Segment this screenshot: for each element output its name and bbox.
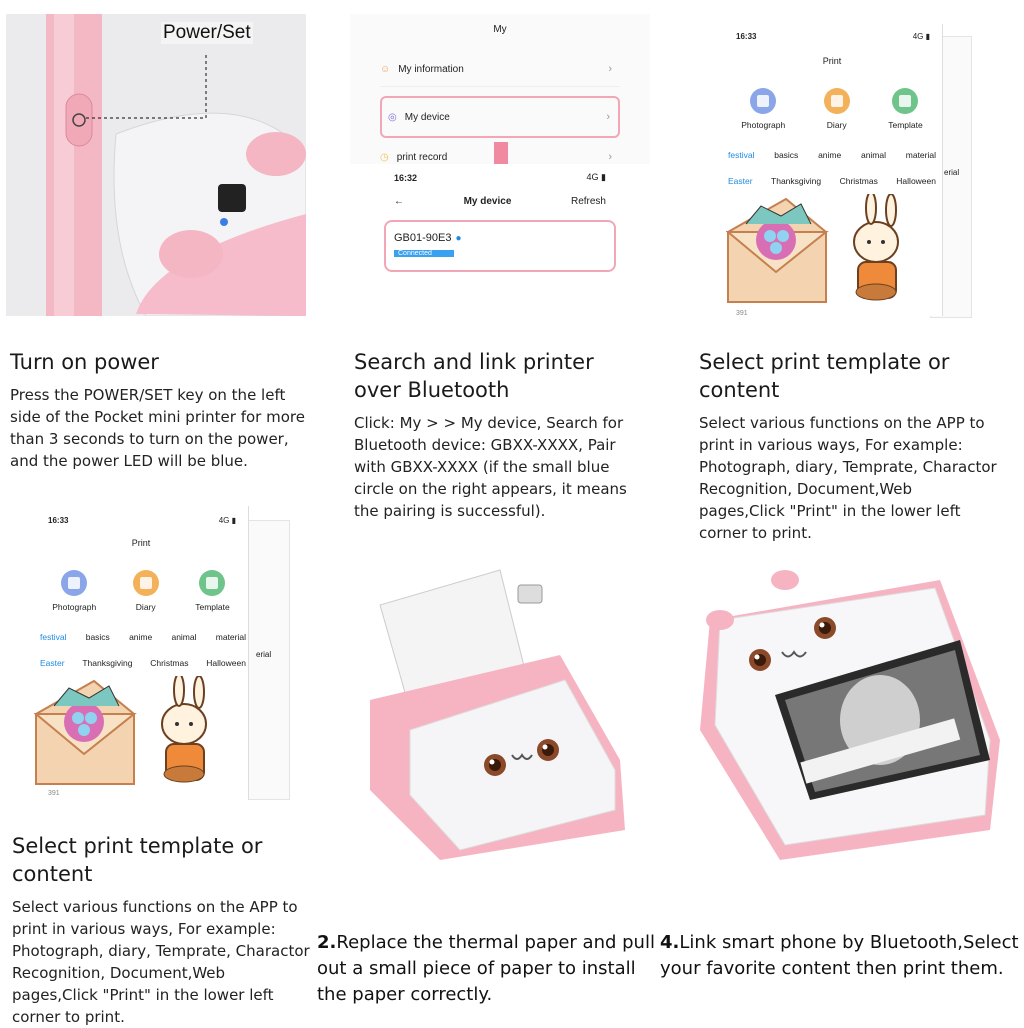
- diary-icon: [824, 88, 850, 114]
- step-text: Link smart phone by Bluetooth,Select your favorite content then print them.: [660, 932, 1019, 979]
- step-body: Press the POWER/SET key on the left side of the Pocket mini printer for more than 3 seconds to turn on the power, and the power LED will be blue.: [10, 386, 305, 470]
- tag-halloween[interactable]: Halloween: [896, 176, 936, 186]
- step-body: [317, 930, 657, 1008]
- status-time: 16:33: [736, 32, 757, 41]
- connected-badge: Connected: [394, 250, 454, 257]
- printer-loading-paper-illustration: [350, 560, 650, 860]
- tag-christmas[interactable]: Christmas: [150, 658, 189, 668]
- status-signal: 4G ▮: [586, 172, 606, 182]
- tag-christmas[interactable]: Christmas: [839, 176, 878, 186]
- device-id: GB01-90E3: [394, 232, 452, 244]
- tag-row-1: [40, 632, 246, 642]
- device-card[interactable]: [384, 220, 616, 272]
- tag-easter[interactable]: Easter: [728, 176, 753, 186]
- print-title: Print: [822, 56, 842, 66]
- category-row: [722, 88, 942, 130]
- print-screen-bottom: [34, 506, 249, 800]
- status-bar: [394, 172, 606, 183]
- bottom-count: 391: [736, 310, 748, 316]
- easter-envelope-bunny-illustration: [34, 676, 246, 788]
- device-nav-bar: [394, 196, 606, 207]
- category-row: [34, 570, 248, 612]
- record-icon: ◷: [380, 151, 389, 163]
- step-replace-paper: [317, 930, 657, 1008]
- photo-icon: [750, 88, 776, 114]
- tag-festival[interactable]: festival: [40, 632, 67, 642]
- tag-animal[interactable]: animal: [171, 632, 197, 642]
- diary-icon: [133, 570, 159, 596]
- tag-basics[interactable]: basics: [774, 150, 799, 160]
- menu-my-device[interactable]: [380, 96, 620, 138]
- status-signal: 4G ▮: [912, 32, 930, 41]
- step-body: Select various functions on the APP to print in various ways, For example: Photograph, diary, Temprate, Charactor Recognition, Document,Web pages,Click "Print" in the lower left corner to print.: [12, 898, 310, 1026]
- category-diary-label: Diary: [826, 120, 847, 130]
- template-preview[interactable]: [726, 194, 938, 306]
- signal-label: 4G: [586, 172, 599, 182]
- menu-my-information[interactable]: [380, 52, 620, 87]
- category-diary-label: Diary: [135, 602, 156, 612]
- step-title: Select print template or content: [12, 834, 263, 886]
- signal-label: 4G: [912, 32, 924, 41]
- template-preview[interactable]: [34, 676, 246, 788]
- status-bar: [736, 32, 930, 41]
- check-circle-icon: ●: [455, 232, 462, 244]
- side-text: erial: [944, 168, 960, 177]
- power-set-label: Power/Set: [163, 22, 251, 43]
- step-turn-on-power: [10, 348, 320, 472]
- tag-material[interactable]: material: [905, 150, 936, 160]
- category-diary[interactable]: [824, 88, 850, 130]
- signal-label: 4G: [218, 516, 230, 525]
- print-title: Print: [131, 538, 151, 548]
- tag-easter[interactable]: Easter: [40, 658, 65, 668]
- chevron-right-icon: ›: [606, 111, 610, 123]
- tag-material[interactable]: material: [215, 632, 246, 642]
- printer-photo-output: [690, 560, 1020, 860]
- step-body: Select various functions on the APP to print in various ways, For example: Photograph, diary, Temprate, Charactor Recognition, Document,Web pages,Click "Print" in the lower left corner to print.: [699, 414, 997, 542]
- step-text: Replace the thermal paper and pull out a small piece of paper to install the paper correctly.: [317, 932, 655, 1005]
- tag-row-1: [728, 150, 936, 160]
- refresh-button[interactable]: Refresh: [570, 196, 606, 207]
- category-template[interactable]: [888, 88, 923, 130]
- status-time: 16:33: [48, 516, 69, 525]
- category-photograph[interactable]: [52, 570, 96, 612]
- device-screen-title: My device: [463, 196, 512, 207]
- category-photograph-label: Photograph: [52, 602, 97, 612]
- chevron-right-icon: ›: [608, 151, 612, 163]
- paper-stack: [248, 520, 290, 800]
- tag-thanksgiving[interactable]: Thanksgiving: [771, 176, 822, 186]
- tag-row-2: [728, 176, 936, 186]
- category-template[interactable]: [195, 570, 230, 612]
- tag-animal[interactable]: animal: [860, 150, 887, 160]
- back-arrow-icon[interactable]: ←: [394, 196, 404, 207]
- print-screen-top: [722, 24, 943, 316]
- power-photo: [6, 14, 306, 316]
- tag-anime[interactable]: anime: [129, 632, 153, 642]
- side-text: erial: [256, 650, 272, 659]
- printer-paper-photo: [350, 560, 650, 860]
- my-device-screen: [380, 164, 620, 284]
- bottom-count: 391: [48, 790, 60, 797]
- step-title: Turn on power: [10, 350, 159, 374]
- printer-printing-photo-illustration: [690, 560, 1020, 860]
- menu-my-information-label: My information: [398, 63, 464, 75]
- person-icon: ☺: [380, 63, 391, 75]
- printer-side-illustration: [6, 14, 306, 316]
- tag-festival[interactable]: festival: [728, 150, 755, 160]
- template-icon: [892, 88, 918, 114]
- tag-halloween[interactable]: Halloween: [206, 658, 246, 668]
- category-template-label: Template: [195, 602, 230, 612]
- step-title: Search and link printer over Bluetooth: [354, 350, 594, 402]
- tag-basics[interactable]: basics: [85, 632, 110, 642]
- step-body: Click: My > > My device, Search for Bluetooth device: GBXX-XXXX, Pair with GBXX-XXXX (if the small blue circle on the right appears, it means the pairing is successful).: [354, 414, 627, 520]
- device-id-row: [394, 232, 462, 244]
- category-photograph[interactable]: [741, 88, 785, 130]
- menu-print-record-label: print record: [396, 151, 448, 163]
- category-diary[interactable]: [133, 570, 159, 612]
- category-template-label: Template: [888, 120, 923, 130]
- my-title: My: [493, 24, 507, 35]
- tag-anime[interactable]: anime: [818, 150, 842, 160]
- step-select-template-a: [699, 348, 1009, 544]
- step-select-template-b: [12, 832, 312, 1028]
- step-number: 2.: [317, 932, 337, 953]
- step-search-link: [354, 348, 654, 522]
- menu-my-device-label: My device: [404, 111, 450, 123]
- step-number: 4.: [660, 932, 680, 953]
- status-signal: 4G ▮: [218, 516, 236, 525]
- status-bar: [48, 516, 236, 525]
- step-title: Select print template or content: [699, 350, 950, 402]
- category-photograph-label: Photograph: [741, 120, 786, 130]
- chevron-right-icon: ›: [608, 63, 612, 75]
- device-icon: ◎: [388, 111, 397, 123]
- tag-thanksgiving[interactable]: Thanksgiving: [82, 658, 133, 668]
- easter-envelope-bunny-illustration: [726, 194, 938, 306]
- tag-row-2: [40, 658, 246, 668]
- photo-icon: [61, 570, 87, 596]
- status-time: 16:32: [394, 172, 418, 183]
- step-body: [660, 930, 1020, 982]
- template-icon: [199, 570, 225, 596]
- step-link-phone: [660, 930, 1020, 982]
